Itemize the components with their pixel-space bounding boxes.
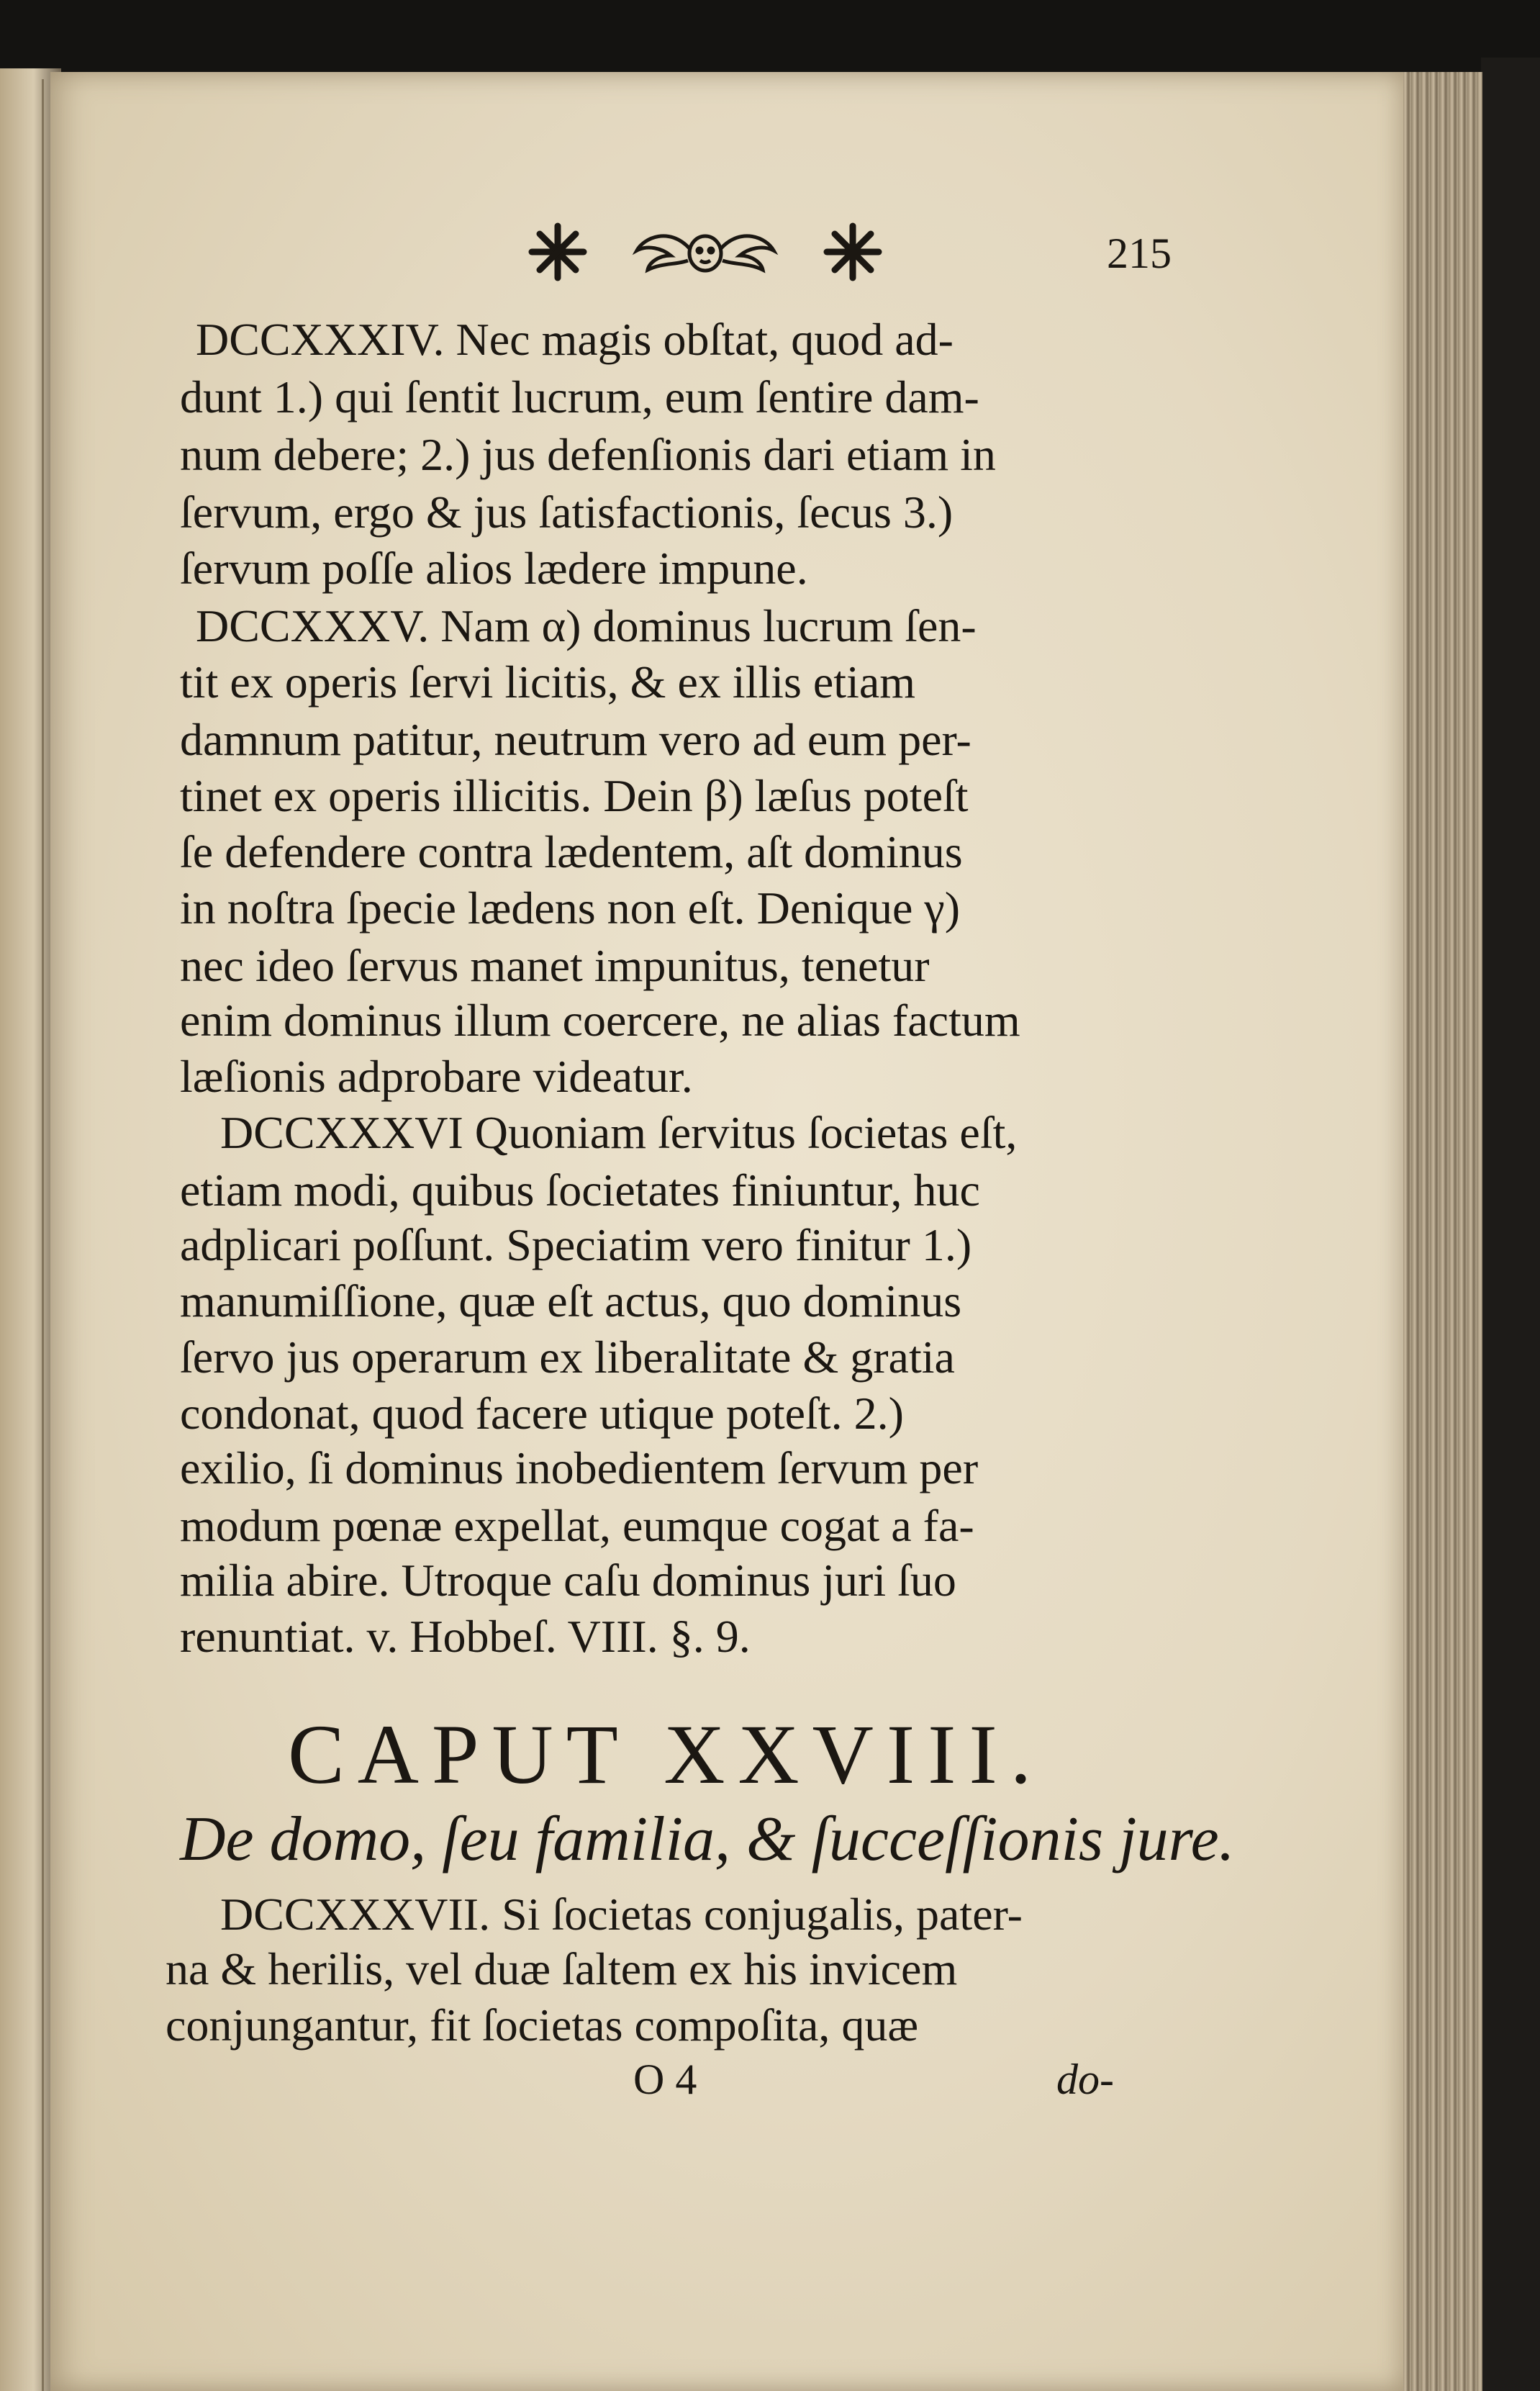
chapter-title: CAPUT XXVIII.: [288, 1707, 1045, 1802]
text-line: damnum patitur, neutrum vero ad eum per-: [180, 714, 971, 765]
text-line: tinet ex operis illicitis. Dein β) læſus poteſt: [180, 770, 969, 821]
text-line: nec ideo ſervus manet impunitus, tenetur: [180, 940, 930, 991]
text-line: DCCXXXIV. Nec magis obſtat, quod ad-: [196, 314, 954, 365]
chapter-subtitle: De domo, ſeu familia, & ſucceſſionis jure.: [180, 1804, 1235, 1874]
text-line: dunt 1.) qui ſentit lucrum, eum ſentire dam-: [180, 371, 979, 422]
text-line: manumiſſione, quæ eſt actus, quo dominus: [180, 1275, 962, 1326]
text-line: milia abire. Utroque caſu dominus juri ſuo: [180, 1555, 956, 1606]
text-line: DCCXXXVII. Si ſocietas conjugalis, pater-: [220, 1889, 1023, 1940]
gutter-line: [42, 79, 44, 2391]
text-line: etiam modi, quibus ſocietates finiuntur, huc: [180, 1165, 980, 1216]
catchword: do-: [1056, 2056, 1114, 2103]
text-line: ſervum poſſe alios lædere impune.: [180, 543, 808, 594]
text-line: ſe defendere contra lædentem, aſt dominus: [180, 826, 963, 877]
background-shadow: [1481, 58, 1540, 2391]
text-line: ſervo jus operarum ex liberalitate & gratia: [180, 1332, 955, 1383]
page-number: 215: [1107, 230, 1172, 277]
text-line: conjungantur, fit ſocietas compoſita, quæ: [166, 1999, 919, 2051]
text-line: renuntiat. v. Hobbeſ. VIII. §. 9.: [180, 1611, 751, 1662]
text-line: condonat, quod facere utique poteſt. 2.): [180, 1388, 904, 1439]
text-line: læſionis adprobare videatur.: [180, 1051, 693, 1102]
header-ornament-icon: [518, 216, 892, 288]
text-line: na & herilis, vel duæ ſaltem ex his invicem: [166, 1943, 958, 1994]
text-line: DCCXXXV. Nam α) dominus lucrum ſen-: [196, 600, 977, 651]
text-line: exilio, ſi dominus inobedientem ſervum per: [180, 1442, 979, 1493]
text-line: num debere; 2.) jus defenſionis dari etiam in: [180, 429, 996, 480]
signature-mark: O 4: [633, 2056, 697, 2103]
text-line: adplicari poſſunt. Speciatim vero finitur 1.): [180, 1219, 972, 1270]
text-line: modum pœnæ expellat, eumque cogat a fa-: [180, 1500, 974, 1551]
text-line: DCCXXXVI Quoniam ſervitus ſocietas eſt,: [220, 1107, 1018, 1158]
text-line: in noſtra ſpecie lædens non eſt. Denique γ): [180, 882, 960, 934]
page-edges: [1392, 72, 1482, 2391]
text-line: ſervum, ergo & jus ſatisfactionis, ſecus 3.): [180, 487, 954, 538]
text-line: tit ex operis ſervi licitis, & ex illis etiam: [180, 656, 916, 708]
text-line: enim dominus illum coercere, ne alias factum: [180, 995, 1020, 1046]
